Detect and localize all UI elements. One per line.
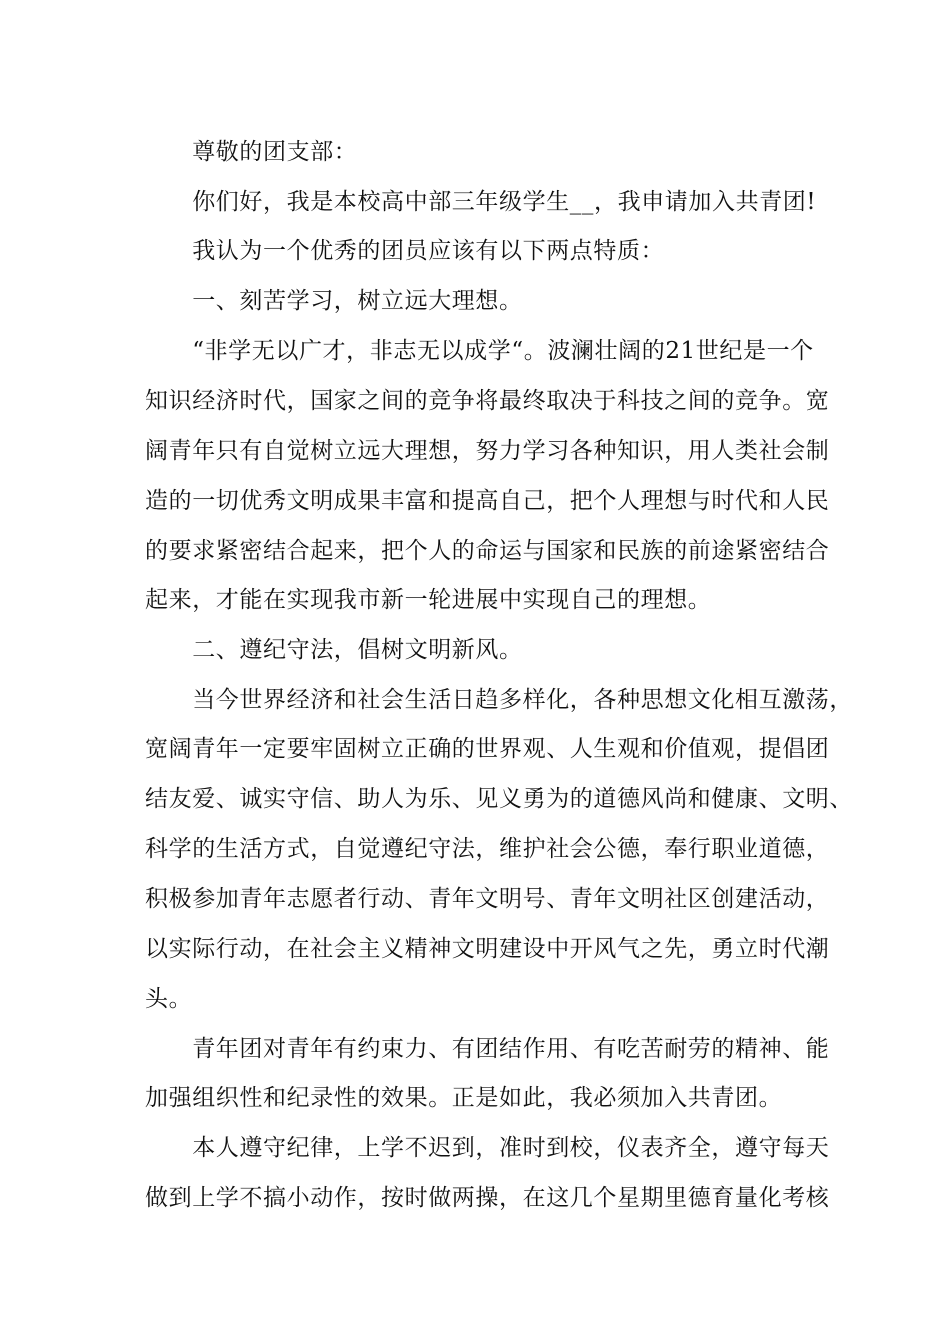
body-line: “非学无以广才，非志无以成学“。波澜壮阔的21世纪是一个 [145,338,814,364]
body-line: 我认为一个优秀的团员应该有以下两点特质： [145,238,665,264]
body-line: 以实际行动，在社会主义精神文明建设中开风气之先，勇立时代潮 [145,936,830,962]
body-line: 加强组织性和纪录性的效果。正是如此，我必须加入共青团。 [145,1085,783,1111]
body-line: 积极参加青年志愿者行动、青年文明号、青年文明社区创建活动， [145,886,830,912]
body-line: 的要求紧密结合起来，把个人的命运与国家和民族的前途紧密结合 [145,538,830,564]
body-line: 知识经济时代，国家之间的竞争将最终取决于科技之间的竞争。宽 [145,388,830,414]
body-line: 你们好，我是本校高中部三年级学生__，我申请加入共青团! [145,189,817,215]
body-line: 起来，才能在实现我市新一轮进展中实现自己的理想。 [145,587,712,613]
body-line: 本人遵守纪律，上学不迟到，准时到校，仪表齐全，遵守每天 [145,1135,830,1161]
body-line: 宽阔青年一定要牢固树立正确的世界观、人生观和价值观，提倡团 [145,736,830,762]
body-line: 青年团对青年有约束力、有团结作用、有吃苦耐劳的精神、能 [145,1036,830,1062]
body-line: 结友爱、诚实守信、助人为乐、见义勇为的道德风尚和健康、文明、 [145,786,853,812]
section-heading: 一、刻苦学习，树立远大理想。 [145,288,523,314]
body-line: 做到上学不搞小动作，按时做两操，在这几个星期里德育量化考核 [145,1185,830,1211]
section-heading: 二、遵纪守法，倡树文明新风。 [145,637,523,663]
body-line: 头。 [145,986,193,1012]
body-line: 造的一切优秀文明成果丰富和提高自己，把个人理想与时代和人民 [145,488,830,514]
salutation: 尊敬的团支部： [145,139,358,165]
body-line: 阔青年只有自觉树立远大理想，努力学习各种知识，用人类社会制 [145,438,830,464]
body-line: 当今世界经济和社会生活日趋多样化，各种思想文化相互激荡， [145,687,853,713]
body-line: 科学的生活方式，自觉遵纪守法，维护社会公德，奉行职业道德， [145,836,830,862]
